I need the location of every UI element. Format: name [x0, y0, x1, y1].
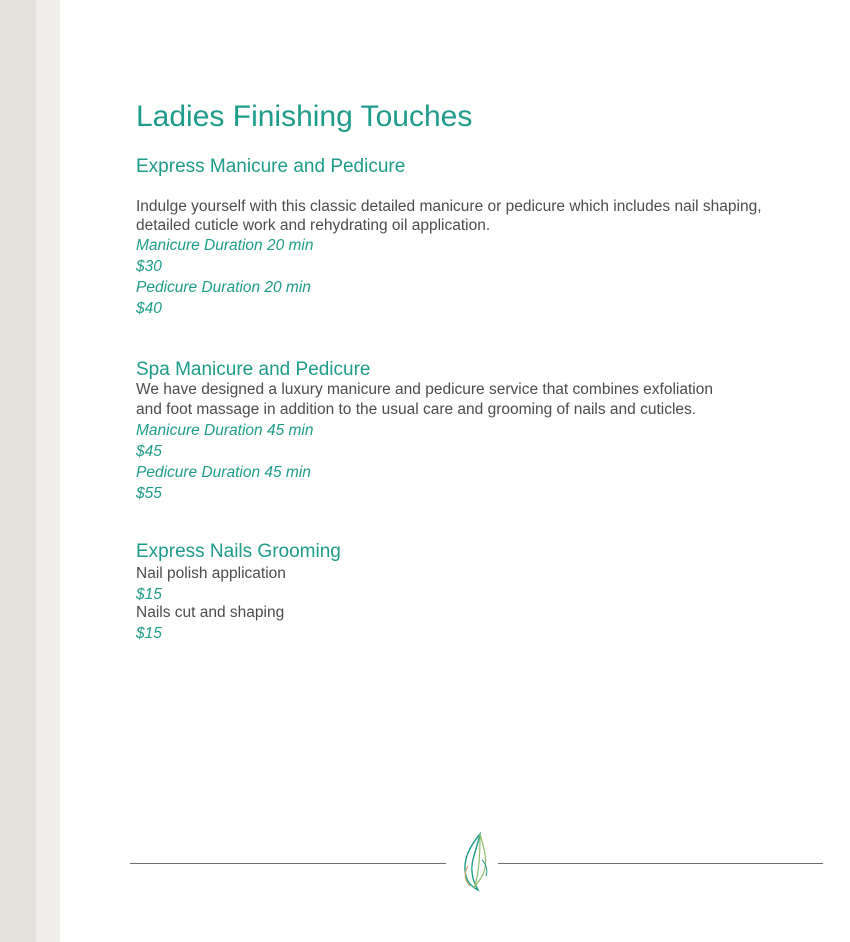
manicure-price: $45 — [136, 443, 162, 460]
sidebar-strip-inner — [36, 0, 60, 942]
service-price: $15 — [136, 625, 162, 642]
footer-rule-left — [130, 863, 446, 864]
pedicure-duration: Pedicure Duration 20 min — [136, 279, 311, 296]
manicure-price: $30 — [136, 258, 162, 275]
section-heading-spa-mani-pedi: Spa Manicure and Pedicure — [136, 359, 371, 380]
section-heading-express-mani-pedi: Express Manicure and Pedicure — [136, 156, 406, 177]
page-title: Ladies Finishing Touches — [136, 100, 473, 133]
service-label: Nails cut and shaping — [136, 604, 285, 621]
leaf-logo-icon — [458, 830, 494, 892]
section-heading-express-nails: Express Nails Grooming — [136, 541, 341, 562]
footer-rule-right — [498, 863, 823, 864]
pedicure-price: $55 — [136, 485, 162, 502]
manicure-duration: Manicure Duration 45 min — [136, 422, 314, 439]
pedicure-price: $40 — [136, 300, 162, 317]
manicure-duration: Manicure Duration 20 min — [136, 237, 314, 254]
section-description-line: We have designed a luxury manicure and pedicure service that combines exfoliation — [136, 381, 713, 398]
pedicure-duration: Pedicure Duration 45 min — [136, 464, 311, 481]
service-label: Nail polish application — [136, 565, 286, 582]
section-description-line: Indulge yourself with this classic detailed manicure or pedicure which includes nail shaping, — [136, 198, 762, 215]
section-description-line: and foot massage in addition to the usual care and grooming of nails and cuticles. — [136, 401, 697, 418]
service-price: $15 — [136, 586, 162, 603]
section-description-line: detailed cuticle work and rehydrating oil application. — [136, 217, 491, 234]
sidebar-strip — [0, 0, 36, 942]
